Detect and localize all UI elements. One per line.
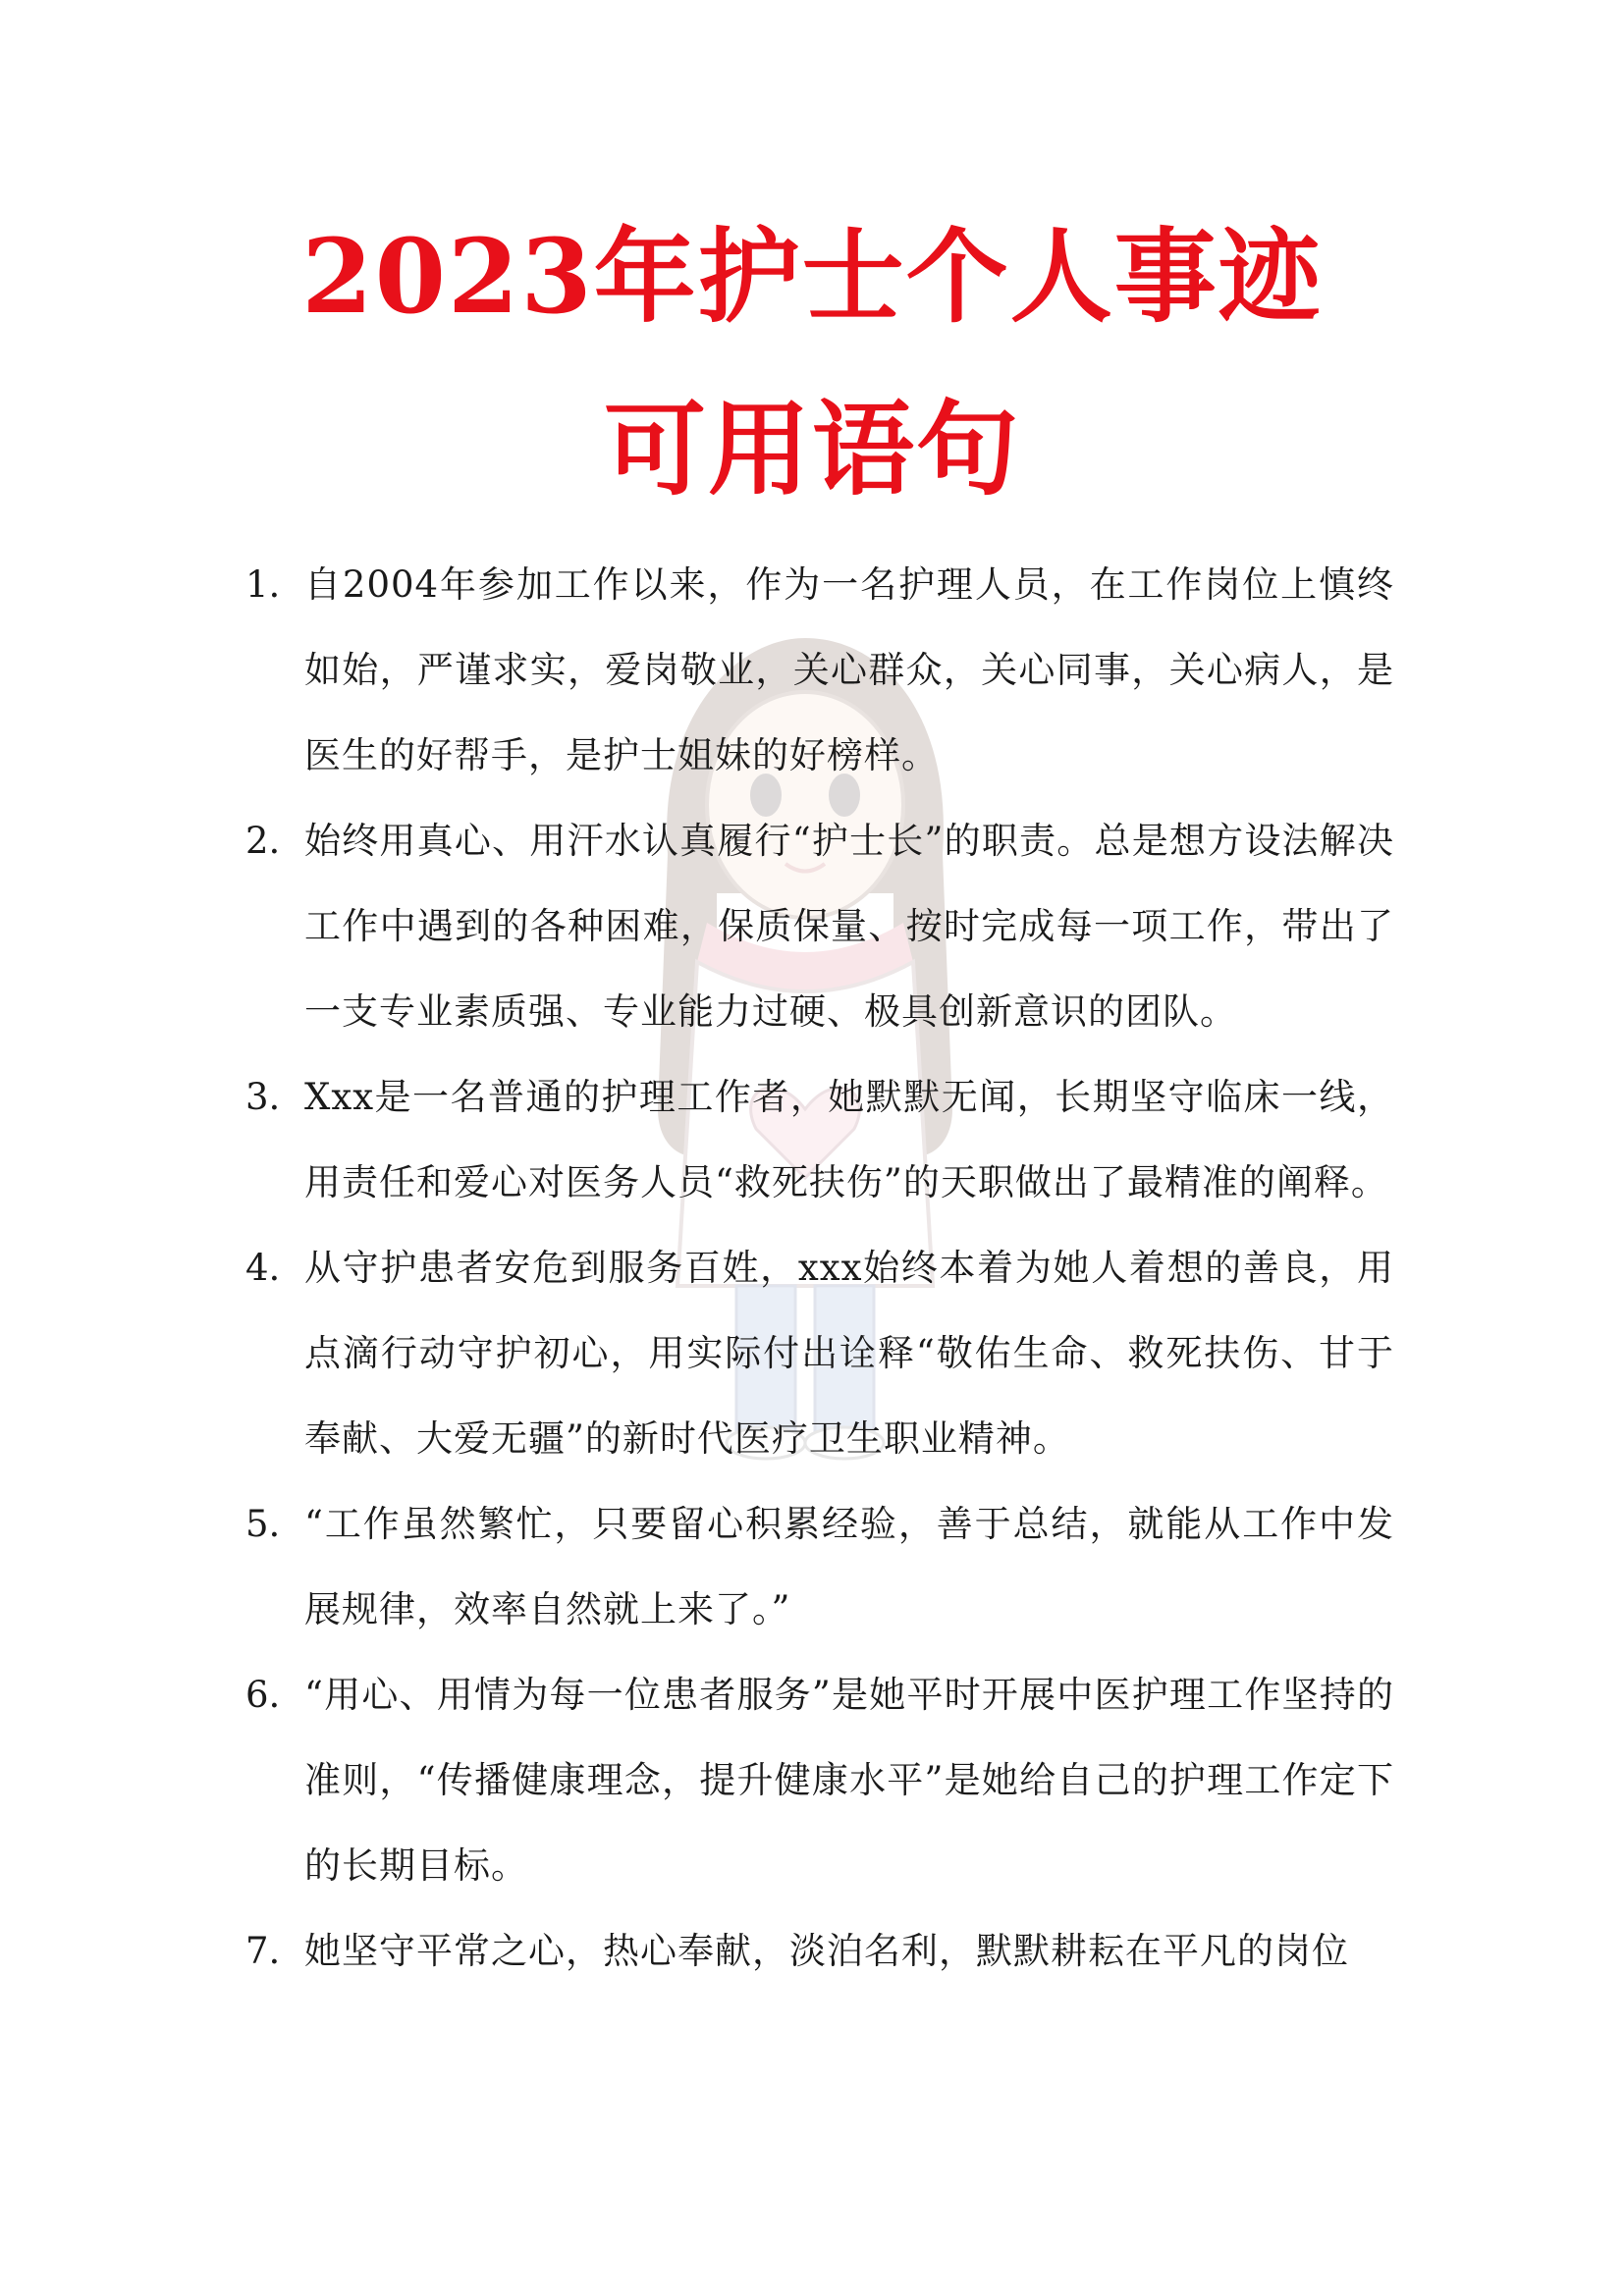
list-item-text: 从守护患者安危到服务百姓，xxx始终本着为她人着想的善良，用点滴行动守护初心，用实际付出诠释“敬佑生命、救死扶伤、甘于奉献、大爱无疆”的新时代医疗卫生职业精神。 xyxy=(304,1247,1394,1460)
list-item-text: 始终用真心、用汗水认真履行“护士长”的职责。总是想方设法解决工作中遇到的各种困难，保质保量、按时完成每一项工作，带出了一支专业素质强、专业能力过硬、极具创新意识的团队。 xyxy=(304,820,1394,1033)
list-item-number: 4. xyxy=(245,1247,281,1289)
page-title: 2023年护士个人事迹 xyxy=(301,216,1323,337)
list-item-number: 7. xyxy=(245,1930,281,1972)
list-item xyxy=(0,1225,1624,1481)
list-item-number: 2. xyxy=(245,820,281,862)
list-item xyxy=(0,1908,1624,1994)
list-item xyxy=(0,1652,1624,1908)
list-item-number: 5. xyxy=(245,1503,281,1545)
list-item-text: Xxx是一名普通的护理工作者，她默默无闻，长期坚守临床一线，用责任和爱心对医务人员“救死扶伤”的天职做出了最精准的阐释。 xyxy=(304,1076,1394,1203)
page-subtitle: 可用语句 xyxy=(603,389,1020,509)
list-item-number: 3. xyxy=(245,1076,281,1118)
sentence-list xyxy=(0,542,1624,1994)
list-item xyxy=(0,798,1624,1054)
list-item-text: 她坚守平常之心，热心奉献，淡泊名利，默默耕耘在平凡的岗位 xyxy=(304,1930,1349,1972)
list-item-number: 1. xyxy=(245,563,281,606)
list-item-text: “工作虽然繁忙，只要留心积累经验，善于总结，就能从工作中发展规律，效率自然就上来了。” xyxy=(304,1503,1394,1630)
list-item-text: “用心、用情为每一位患者服务”是她平时开展中医护理工作坚持的准则，“传播健康理念，提升健康水平”是她给自己的护理工作定下的长期目标。 xyxy=(304,1674,1394,1887)
list-item xyxy=(0,542,1624,798)
list-item-number: 6. xyxy=(245,1674,281,1716)
list-item xyxy=(0,1054,1624,1225)
list-item-text: 自2004年参加工作以来，作为一名护理人员，在工作岗位上慎终如始，严谨求实，爱岗敬业，关心群众，关心同事，关心病人，是医生的好帮手，是护士姐妹的好榜样。 xyxy=(304,563,1394,776)
list-item xyxy=(0,1481,1624,1652)
